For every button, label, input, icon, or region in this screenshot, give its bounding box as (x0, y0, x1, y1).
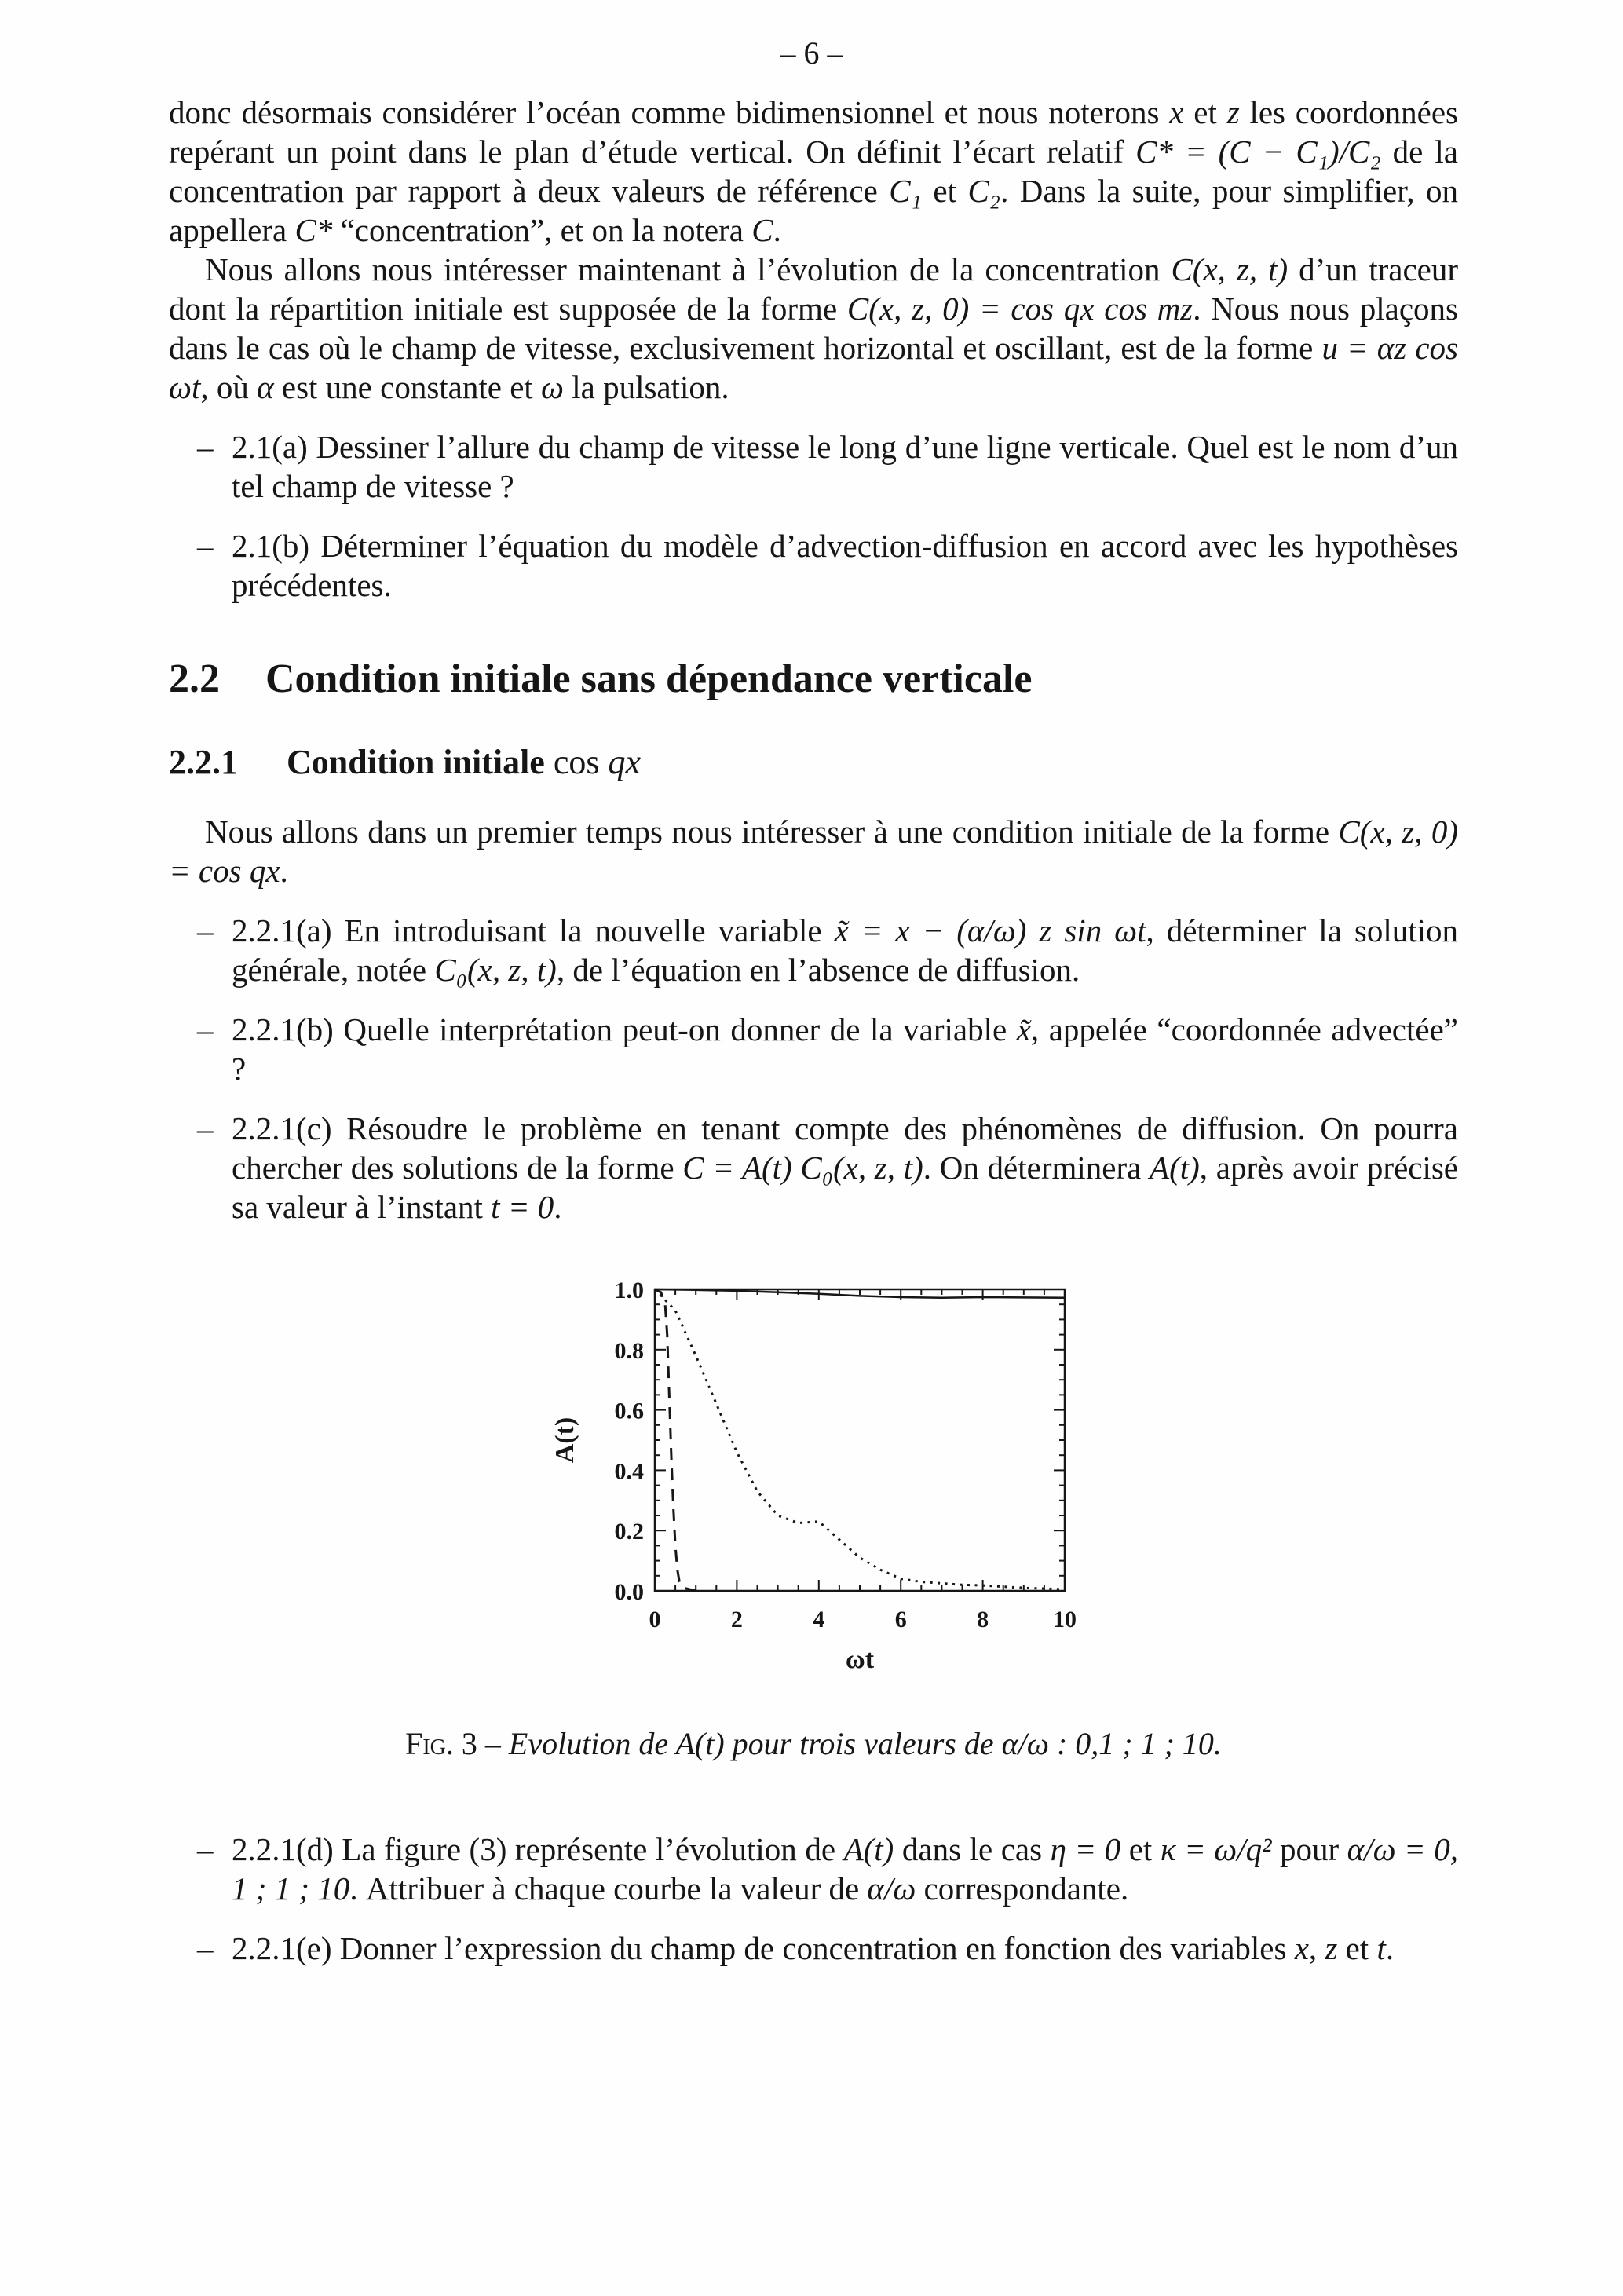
svg-text:1.0: 1.0 (614, 1278, 644, 1303)
paragraph-tracer-intro: Nous allons nous intéresser maintenant à l’évolution de la concentration C(x, z, t) d’un traceur dont la répartition initiale est supposée de la forme C(x, z, 0) = cos qx cos mz. Nous nous plaçons dans le cas où le champ de vitesse, exclusivement horizontal et oscillant, est de la forme u = αz cos ωt, où α est une constante et ω la pulsation. (169, 251, 1458, 405)
question-text: 2.1(a) Dessiner l’allure du champ de vitesse le long d’une ligne verticale. Quel est le nom d’un tel champ de vitesse ? (232, 429, 1458, 504)
item-dash: – (197, 528, 214, 564)
item-dash: – (197, 429, 214, 465)
question-text: 2.2.1(e) Donner l’expression du champ de concentration en fonction des variables x, z et t. (232, 1930, 1395, 1966)
svg-text:2: 2 (730, 1607, 743, 1632)
svg-text:4: 4 (813, 1607, 825, 1632)
svg-text:0.2: 0.2 (614, 1519, 644, 1545)
subsection-title: Condition initiale cos qx (287, 743, 642, 781)
question-2-1-b (197, 526, 1458, 605)
question-text: 2.1(b) Déterminer l’équation du modèle d’advection-diffusion en accord avec les hypothèses précédentes. (232, 528, 1458, 603)
section-title: Condition initiale sans dépendance verticale (265, 656, 1033, 701)
item-dash: – (197, 1930, 214, 1966)
question-2-2-1-b (197, 1010, 1458, 1088)
item-dash: – (197, 1831, 214, 1867)
section-2-2-heading (169, 655, 1458, 704)
line-chart (539, 1277, 1088, 1685)
svg-text:0: 0 (649, 1607, 661, 1632)
svg-text:A(t): A(t) (550, 1417, 579, 1464)
section-number: 2.2 (169, 656, 220, 701)
svg-text:0.0: 0.0 (614, 1579, 644, 1605)
svg-text:8: 8 (977, 1607, 989, 1632)
svg-text:0.4: 0.4 (614, 1458, 644, 1485)
question-2-2-1-e (197, 1929, 1458, 1968)
svg-text:0.8: 0.8 (614, 1337, 644, 1364)
paragraph-initial-condition: Nous allons dans un premier temps nous intéresser à une condition initiale de la forme C(x, z, 0) = cos qx. (169, 813, 1458, 889)
question-2-2-1-d (197, 1830, 1458, 1908)
question-text: 2.2.1(a) En introduisant la nouvelle variable x̃ = x − (α/ω) z sin ωt, déterminer la solution générale, notée C₀(x, z, t), de l’équation en l’absence de diffusion. (232, 912, 1458, 988)
item-dash: – (197, 1011, 214, 1047)
svg-text:0.6: 0.6 (614, 1398, 644, 1424)
section-2-2-1-heading (169, 741, 1458, 784)
item-dash: – (197, 1110, 214, 1146)
svg-text:ωt: ωt (845, 1645, 875, 1674)
svg-text:6: 6 (894, 1607, 907, 1632)
item-dash: – (197, 912, 214, 949)
question-text: 2.2.1(b) Quelle interprétation peut-on donner de la variable x̃, appelée “coordonnée advectée” ? (232, 1011, 1458, 1087)
question-text: 2.2.1(c) Résoudre le problème en tenant compte des phénomènes de diffusion. On pourra chercher des solutions de la forme C = A(t) C₀(x, z, t). On déterminera A(t), après avoir précisé sa valeur à l’instant t = 0. (232, 1110, 1459, 1225)
figure-3 (169, 1277, 1458, 1764)
page-number: – 6 – (780, 35, 843, 71)
question-text: 2.2.1(d) La figure (3) représente l’évolution de A(t) dans le cas η = 0 et κ = ω/q² pour α/ω = 0, 1 ; 1 ; 10. Attribuer à chaque courbe la valeur de α/ω correspondante. (232, 1831, 1459, 1907)
svg-text:10: 10 (1053, 1607, 1077, 1632)
question-2-1-a (197, 427, 1458, 506)
paragraph-continuation: donc désormais considérer l’océan comme bidimensionnel et nous noterons x et z les coordonnées repérant un point dans le plan d’étude vertical. On définit l’écart relatif C* = (C − C₁)/C₂ de la concentration par rapport à deux valeurs de référence C₁ et C₂. Dans la suite, pour simplifier, on appellera C* “concentration”, et on la notera C. (169, 94, 1459, 248)
page-content (169, 93, 1458, 1968)
question-2-2-1-a (197, 911, 1458, 989)
question-2-2-1-c (197, 1109, 1458, 1227)
subsection-number: 2.2.1 (169, 743, 238, 781)
figure-caption: Fig. 3 – Evolution de A(t) pour trois valeurs de α/ω : 0,1 ; 1 ; 10. (405, 1726, 1222, 1761)
